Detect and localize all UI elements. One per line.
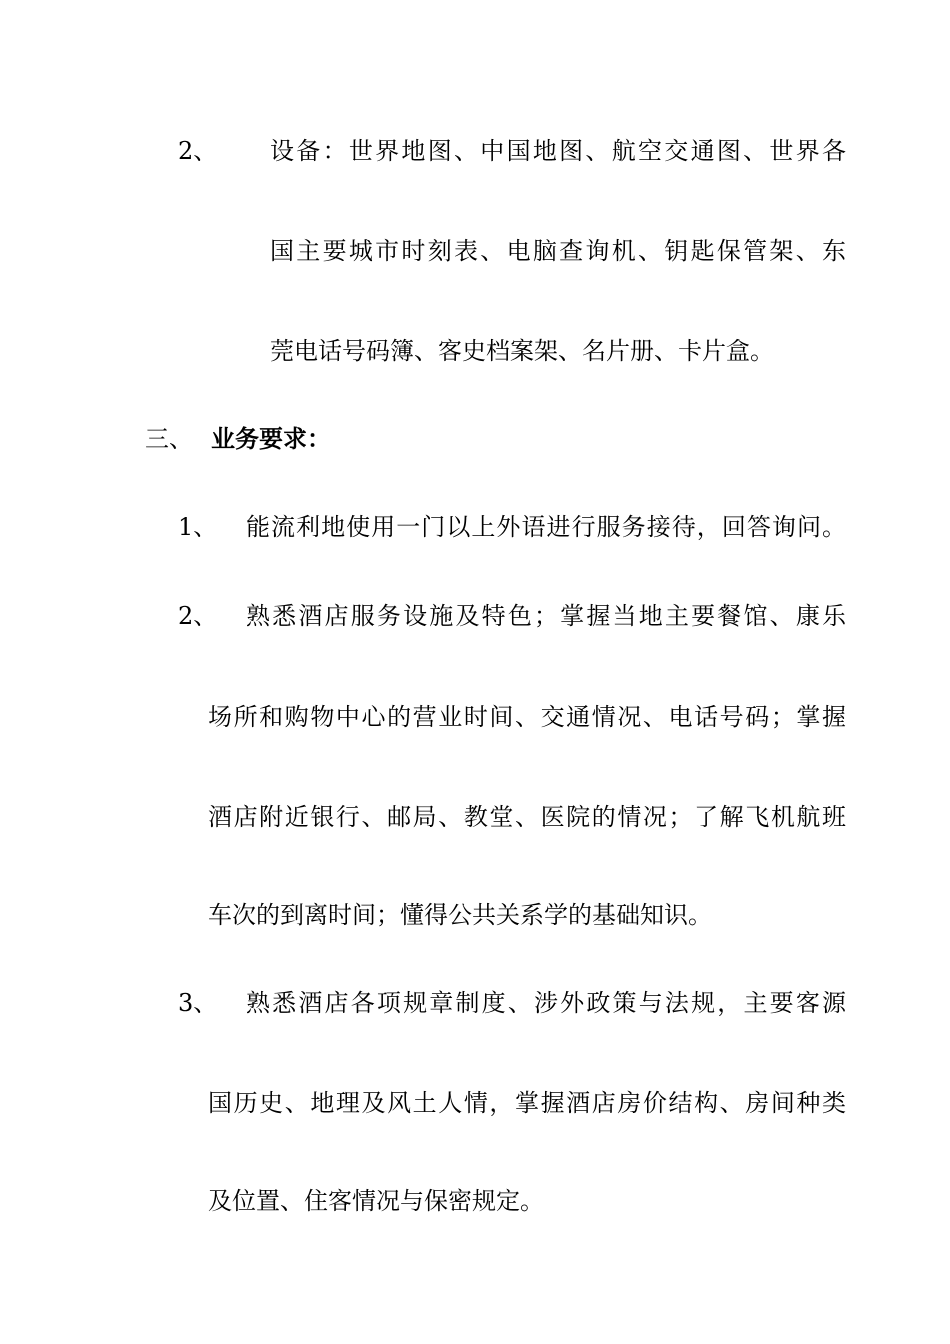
item-number: 2、: [178, 137, 218, 165]
paragraph-line: 及位置、住客情况与保密规定。: [208, 1187, 544, 1215]
section-number: 三、: [145, 425, 193, 453]
paragraph-line: 熟悉酒店服务设施及特色；掌握当地主要餐馆、康乐: [246, 602, 846, 630]
paragraph-line: 能流利地使用一门以上外语进行服务接待，回答询问。: [246, 513, 846, 541]
item-number: 3、: [178, 989, 218, 1017]
paragraph-line: 国历史、地理及风土人情，掌握酒店房价结构、房间种类: [208, 1089, 846, 1117]
item-number: 2、: [178, 602, 218, 630]
item-number: 1、: [178, 513, 218, 541]
paragraph-line: 国主要城市时刻表、电脑查询机、钥匙保管架、东: [270, 237, 846, 265]
paragraph-line: 熟悉酒店各项规章制度、涉外政策与法规，主要客源: [246, 989, 846, 1017]
paragraph-line: 酒店附近银行、邮局、教堂、医院的情况；了解飞机航班: [208, 803, 846, 831]
paragraph-line: 设备：世界地图、中国地图、航空交通图、世界各: [270, 137, 846, 165]
paragraph-line: 莞电话号码簿、客史档案架、名片册、卡片盒。: [270, 337, 774, 365]
paragraph-line: 车次的到离时间；懂得公共关系学的基础知识。: [208, 901, 712, 929]
paragraph-line: 场所和购物中心的营业时间、交通情况、电话号码；掌握: [208, 703, 846, 731]
section-heading: 业务要求：: [211, 424, 331, 453]
